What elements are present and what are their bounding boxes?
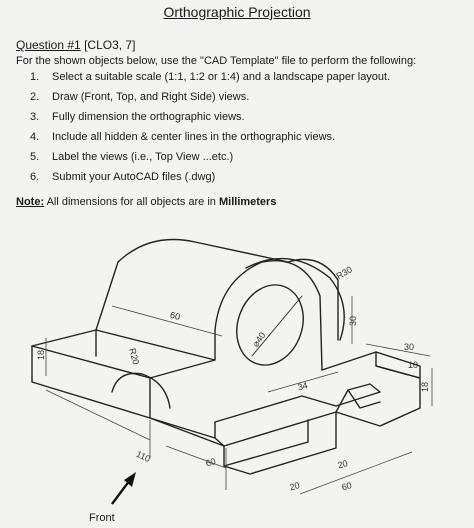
- hole-outline: [226, 276, 314, 375]
- dim-30-right: 30: [404, 342, 415, 352]
- dim-line-110: [46, 390, 150, 440]
- front-chamfer-face: [215, 420, 308, 466]
- dim-34: 34: [296, 380, 309, 393]
- note-label: Note:: [16, 196, 45, 208]
- note-text: All dimensions for all objects are in: [46, 196, 216, 208]
- v-notch-slot: [336, 384, 380, 412]
- dim-r20: R20: [127, 347, 142, 366]
- note-unit: Millimeters: [218, 196, 277, 208]
- dim-60-top: 60: [169, 309, 182, 322]
- dim-30-vertical: 30: [348, 315, 358, 326]
- dim-line-60-front: [166, 446, 226, 468]
- dim-20-a: 20: [288, 480, 301, 493]
- instruction-text: Submit your AutoCAD files (.dwg): [52, 171, 216, 183]
- instruction-number: 6.: [30, 171, 40, 183]
- instruction-text: Draw (Front, Top, and Right Side) views.: [52, 91, 250, 103]
- base-right-edge: [150, 366, 420, 446]
- left-block-top: [32, 330, 215, 378]
- dim-r30: R30: [334, 264, 354, 282]
- dim-110: 110: [134, 448, 152, 465]
- dim-d40: ⌀40: [250, 330, 268, 349]
- page-title: Orthographic Projection: [163, 4, 311, 20]
- dim-18-left: 18: [36, 349, 46, 360]
- dim-line-60-bottom: [300, 452, 412, 494]
- question-intro: For the shown objects below, use the "CAD Template" file to perform the following:: [16, 55, 417, 67]
- right-step-block: [322, 352, 420, 378]
- dim-60-front: 60: [204, 456, 217, 469]
- semicircle-notch: [112, 373, 170, 408]
- upright-front-face: [215, 261, 322, 370]
- instruction-number: 5.: [30, 151, 40, 163]
- front-lower-face: [224, 412, 336, 474]
- instruction-text: Include all hidden & center lines in the orthographic views.: [52, 131, 336, 143]
- dim-60-bottom: 60: [340, 480, 353, 493]
- instruction-number: 4.: [30, 131, 40, 143]
- question-code: [CLO3, 7]: [84, 38, 136, 52]
- dim-18-right: 18: [420, 381, 430, 392]
- instruction-text: Fully dimension the orthographic views.: [52, 111, 245, 123]
- front-arrow-icon: [112, 472, 136, 504]
- instruction-number: 3.: [30, 111, 40, 123]
- instruction-text: Select a suitable scale (1:1, 1:2 or 1:4) and a landscape paper layout.: [52, 71, 391, 83]
- dim-20-b: 20: [336, 458, 349, 471]
- instruction-number: 2.: [30, 91, 40, 103]
- dim-line-60-top: [112, 306, 222, 336]
- dim-10: 10: [408, 360, 419, 370]
- instruction-text: Label the views (i.e., Top View ...etc.): [52, 151, 234, 163]
- front-view-label: Front: [89, 512, 115, 524]
- upright-side-outline: [246, 259, 344, 340]
- instruction-number: 1.: [30, 71, 40, 83]
- question-label: Question #1: [16, 38, 81, 52]
